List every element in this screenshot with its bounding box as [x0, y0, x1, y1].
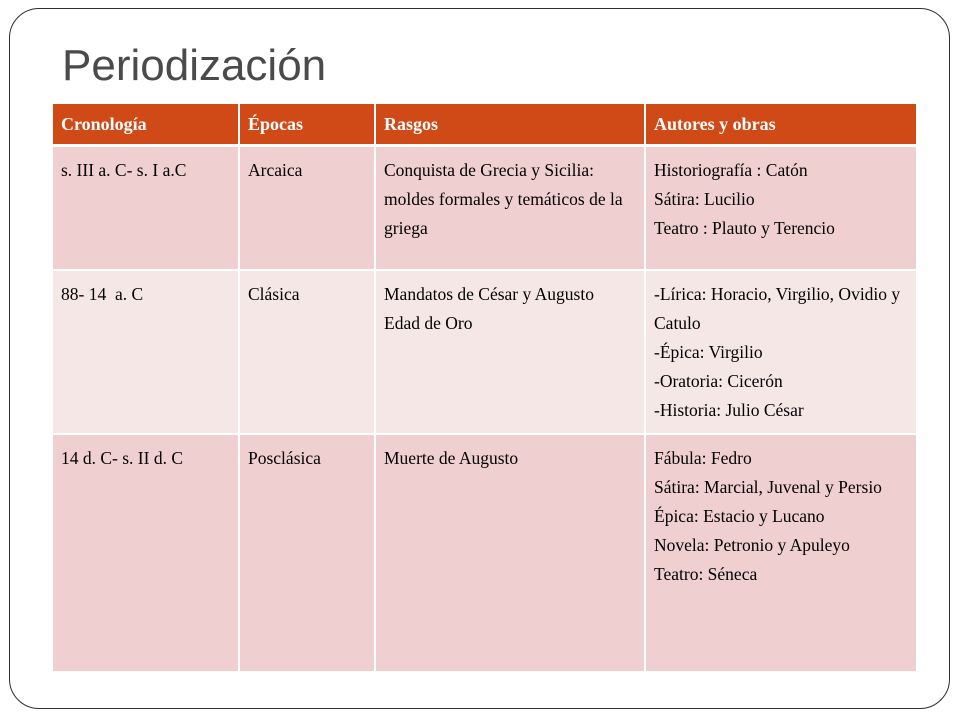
autor-line: -Historia: Julio César [654, 399, 804, 420]
cell-epoca: Posclásica [239, 434, 375, 672]
header-autores: Autores y obras [645, 104, 916, 146]
table-row [53, 146, 916, 270]
cell-rasgos [375, 146, 645, 270]
rasgo-line: Edad de Oro [384, 312, 473, 333]
autor-line: Sátira: Marcial, Juvenal y Persio [654, 476, 882, 497]
periodization-table [53, 104, 916, 673]
table-header-row [53, 104, 916, 146]
cell-epoca: Clásica [239, 270, 375, 434]
header-rasgos: Rasgos [375, 104, 645, 146]
autor-line: -Lírica: Horacio, Virgilio, Ovidio y Catulo [654, 283, 901, 333]
cell-autores [645, 270, 916, 434]
autor-line: Sátira: Lucilio [654, 189, 755, 209]
header-cronologia: Cronología [53, 104, 239, 146]
autor-line: Teatro: Séneca [654, 563, 758, 584]
autor-line: Novela: Petronio y Apuleyo [654, 534, 850, 555]
cell-autores [645, 434, 916, 672]
slide-title: Periodización [62, 41, 327, 90]
rasgo-line: Conquista de Grecia y Sicilia: moldes formales y temáticos de la griega [384, 160, 623, 238]
rasgo-line: Mandatos de César y Augusto [384, 283, 594, 304]
rasgo-line: Muerte de Augusto [384, 447, 519, 468]
autor-line: Fábula: Fedro [654, 447, 752, 468]
autor-line: -Épica: Virgilio [654, 341, 763, 362]
autor-line: Épica: Estacio y Lucano [654, 505, 825, 526]
cell-autores [645, 146, 916, 270]
cell-cronologia: s. III a. C- s. I a.C [53, 146, 239, 270]
header-epocas: Épocas [239, 104, 375, 146]
cell-rasgos [375, 434, 645, 672]
cell-cronologia: 88- 14 a. C [53, 270, 239, 434]
cell-epoca: Arcaica [239, 146, 375, 270]
cell-rasgos [375, 270, 645, 434]
table-row [53, 270, 916, 434]
autor-line: Teatro : Plauto y Terencio [654, 218, 835, 238]
cell-cronologia: 14 d. C- s. II d. C [53, 434, 239, 672]
autor-line: -Oratoria: Cicerón [654, 370, 783, 391]
table-row [53, 434, 916, 672]
autor-line: Historiografía : Catón [654, 160, 808, 180]
